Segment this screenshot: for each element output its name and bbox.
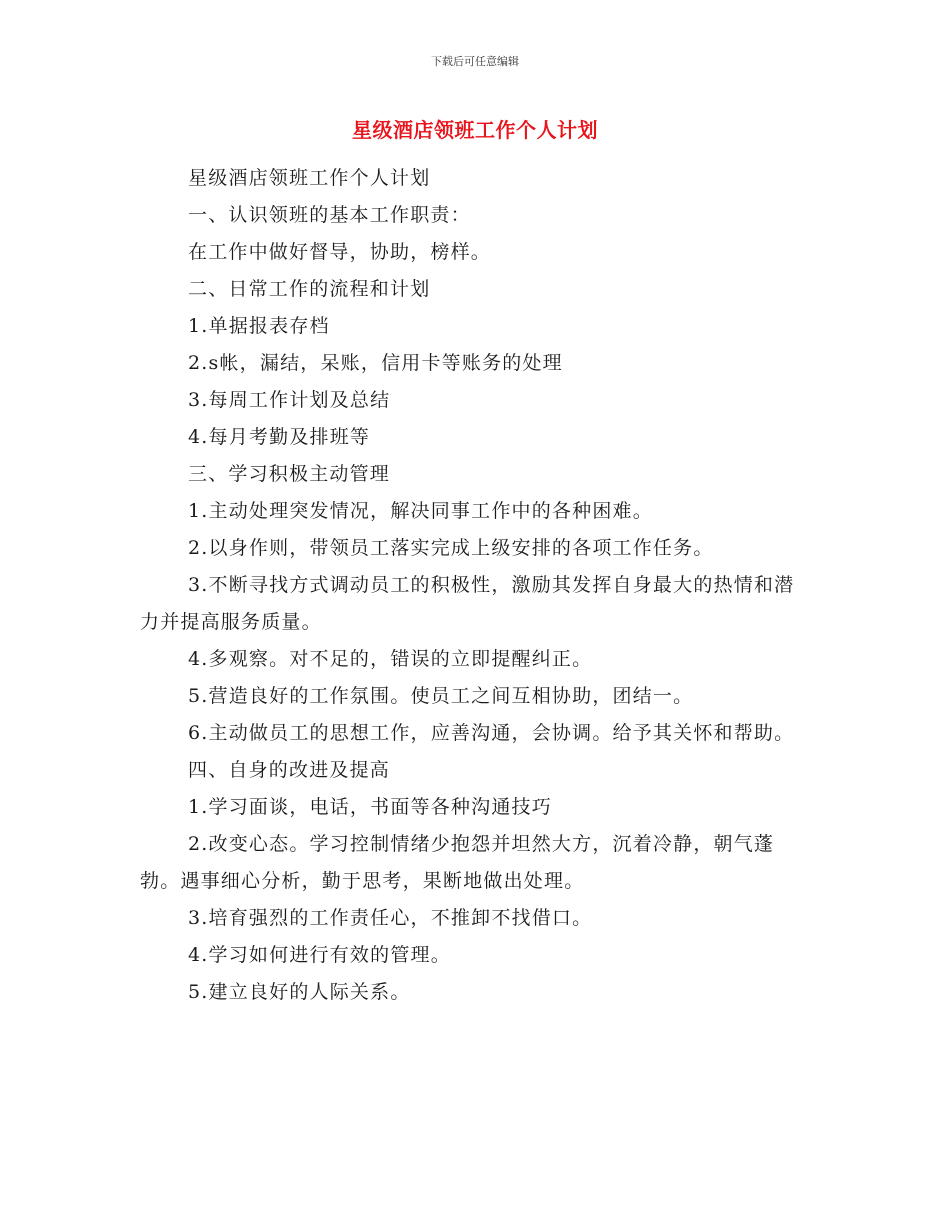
list-item: 1.主动处理突发情况，解决同事工作中的各种困难。: [188, 500, 653, 522]
list-item: 4.多观察。对不足的，错误的立即提醒纠正。: [188, 648, 593, 670]
list-item: 5.营造良好的工作氛围。使员工之间互相协助，团结一。: [188, 685, 694, 707]
document-body: [140, 160, 800, 1011]
page-header-note: 下载后可任意编辑: [431, 55, 519, 68]
section-heading: 三、学习积极主动管理: [188, 463, 391, 485]
list-item: 1.单据报表存档: [188, 315, 330, 337]
paragraph: 星级酒店领班工作个人计划: [188, 167, 431, 189]
list-item: 6.主动做员工的思想工作，应善沟通，会协调。给予其关怀和帮助。: [188, 722, 795, 744]
section-heading: 一、认识领班的基本工作职责：: [188, 204, 471, 226]
list-item: 3.每周工作计划及总结: [188, 389, 391, 411]
list-item: 4.学习如何进行有效的管理。: [188, 944, 451, 966]
document-title: 星级酒店领班工作个人计划: [352, 118, 598, 142]
list-item: 2.改变心态。学习控制情绪少抱怨并坦然大方，沉着冷静，朝气蓬勃。遇事细心分析，勤于思考，果断地做出处理。: [140, 833, 775, 892]
list-item: 3.培育强烈的工作责任心，不推卸不找借口。: [188, 907, 593, 929]
list-item: 2.以身作则，带领员工落实完成上级安排的各项工作任务。: [188, 537, 714, 559]
list-item: 1.学习面谈，电话，书面等各种沟通技巧: [188, 796, 552, 818]
section-heading: 二、日常工作的流程和计划: [188, 278, 431, 300]
section-heading: 四、自身的改进及提高: [188, 759, 391, 781]
list-item: 4.每月考勤及排班等: [188, 426, 371, 448]
list-item: 2.s帐，漏结，呆账，信用卡等账务的处理: [188, 352, 563, 374]
paragraph: 在工作中做好督导，协助，榜样。: [188, 241, 492, 263]
list-item: 5.建立良好的人际关系。: [188, 981, 411, 1003]
list-item: 3.不断寻找方式调动员工的积极性，激励其发挥自身最大的热情和潜力并提高服务质量。: [140, 574, 795, 633]
